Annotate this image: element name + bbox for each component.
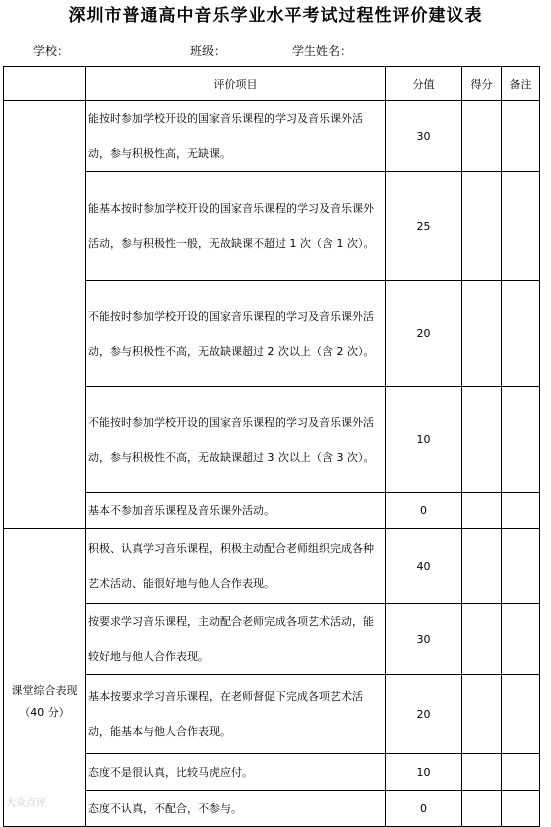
score-value: 30 (386, 604, 462, 675)
earned-cell[interactable] (462, 529, 502, 604)
earned-cell[interactable] (462, 387, 502, 493)
header-score: 分值 (386, 67, 462, 101)
remarks-cell[interactable] (502, 604, 540, 675)
evaluation-table (3, 66, 540, 827)
remarks-cell[interactable] (502, 172, 540, 281)
header-remarks: 备注 (502, 67, 540, 101)
earned-cell[interactable] (462, 281, 502, 387)
score-value: 40 (386, 529, 462, 604)
remarks-cell[interactable] (502, 529, 540, 604)
category-points: （40 分） (19, 705, 70, 719)
item-text: 按要求学习音乐课程，主动配合老师完成各项艺术活动，能较好地与他人合作表现。 (86, 604, 386, 675)
header-earned: 得分 (462, 67, 502, 101)
table-header-row (4, 67, 540, 101)
item-text: 能按时参加学校开设的国家音乐课程的学习及音乐课外活动，参与积极性高，无缺课。 (86, 101, 386, 172)
score-value: 25 (386, 172, 462, 281)
section-2-category (4, 529, 86, 827)
school-label: 学校： (33, 44, 70, 58)
earned-cell[interactable] (462, 604, 502, 675)
earned-cell[interactable] (462, 675, 502, 754)
header-blank-cell (4, 67, 86, 101)
score-value: 0 (386, 791, 462, 827)
earned-cell[interactable] (462, 493, 502, 529)
earned-cell[interactable] (462, 754, 502, 791)
remarks-cell[interactable] (502, 101, 540, 172)
item-text: 能基本按时参加学校开设的国家音乐课程的学习及音乐课外活动，参与积极性一般，无故缺课不超过 1 次（含 1 次）。 (86, 172, 386, 281)
student-name-label: 学生姓名： (292, 44, 353, 58)
watermark: 大众点评 (6, 798, 46, 809)
item-text: 态度不是很认真，比较马虎应付。 (86, 754, 386, 791)
item-text: 态度不认真，不配合，不参与。 (86, 791, 386, 827)
remarks-cell[interactable] (502, 281, 540, 387)
header-item: 评价项目 (86, 67, 386, 101)
score-value: 10 (386, 754, 462, 791)
score-value: 10 (386, 387, 462, 493)
table-row (4, 101, 540, 172)
section-1-category (4, 101, 86, 529)
remarks-cell[interactable] (502, 387, 540, 493)
item-text: 基本不参加音乐课程及音乐课外活动。 (86, 493, 386, 529)
item-text: 不能按时参加学校开设的国家音乐课程的学习及音乐课外活动，参与积极性不高，无故缺课超过 2 次以上（含 2 次）。 (86, 281, 386, 387)
remarks-cell[interactable] (502, 791, 540, 827)
category-label: 课堂综合表现 (11, 683, 78, 697)
earned-cell[interactable] (462, 791, 502, 827)
table-row (4, 529, 540, 604)
item-text: 积极、认真学习音乐课程，积极主动配合老师组织完成各种艺术活动、能很好地与他人合作表现。 (86, 529, 386, 604)
score-value: 30 (386, 101, 462, 172)
remarks-cell[interactable] (502, 675, 540, 754)
remarks-cell[interactable] (502, 493, 540, 529)
score-value: 0 (386, 493, 462, 529)
score-value: 20 (386, 281, 462, 387)
item-text: 不能按时参加学校开设的国家音乐课程的学习及音乐课外活动，参与积极性不高，无故缺课超过 3 次以上（含 3 次）。 (86, 387, 386, 493)
remarks-cell[interactable] (502, 754, 540, 791)
item-text: 基本按要求学习音乐课程，在老师督促下完成各项艺术活动，能基本与他人合作表现。 (86, 675, 386, 754)
class-label: 班级： (190, 44, 227, 58)
page-title: 深圳市普通高中音乐学业水平考试过程性评价建议表 (68, 6, 483, 26)
score-value: 20 (386, 675, 462, 754)
earned-cell[interactable] (462, 101, 502, 172)
earned-cell[interactable] (462, 172, 502, 281)
